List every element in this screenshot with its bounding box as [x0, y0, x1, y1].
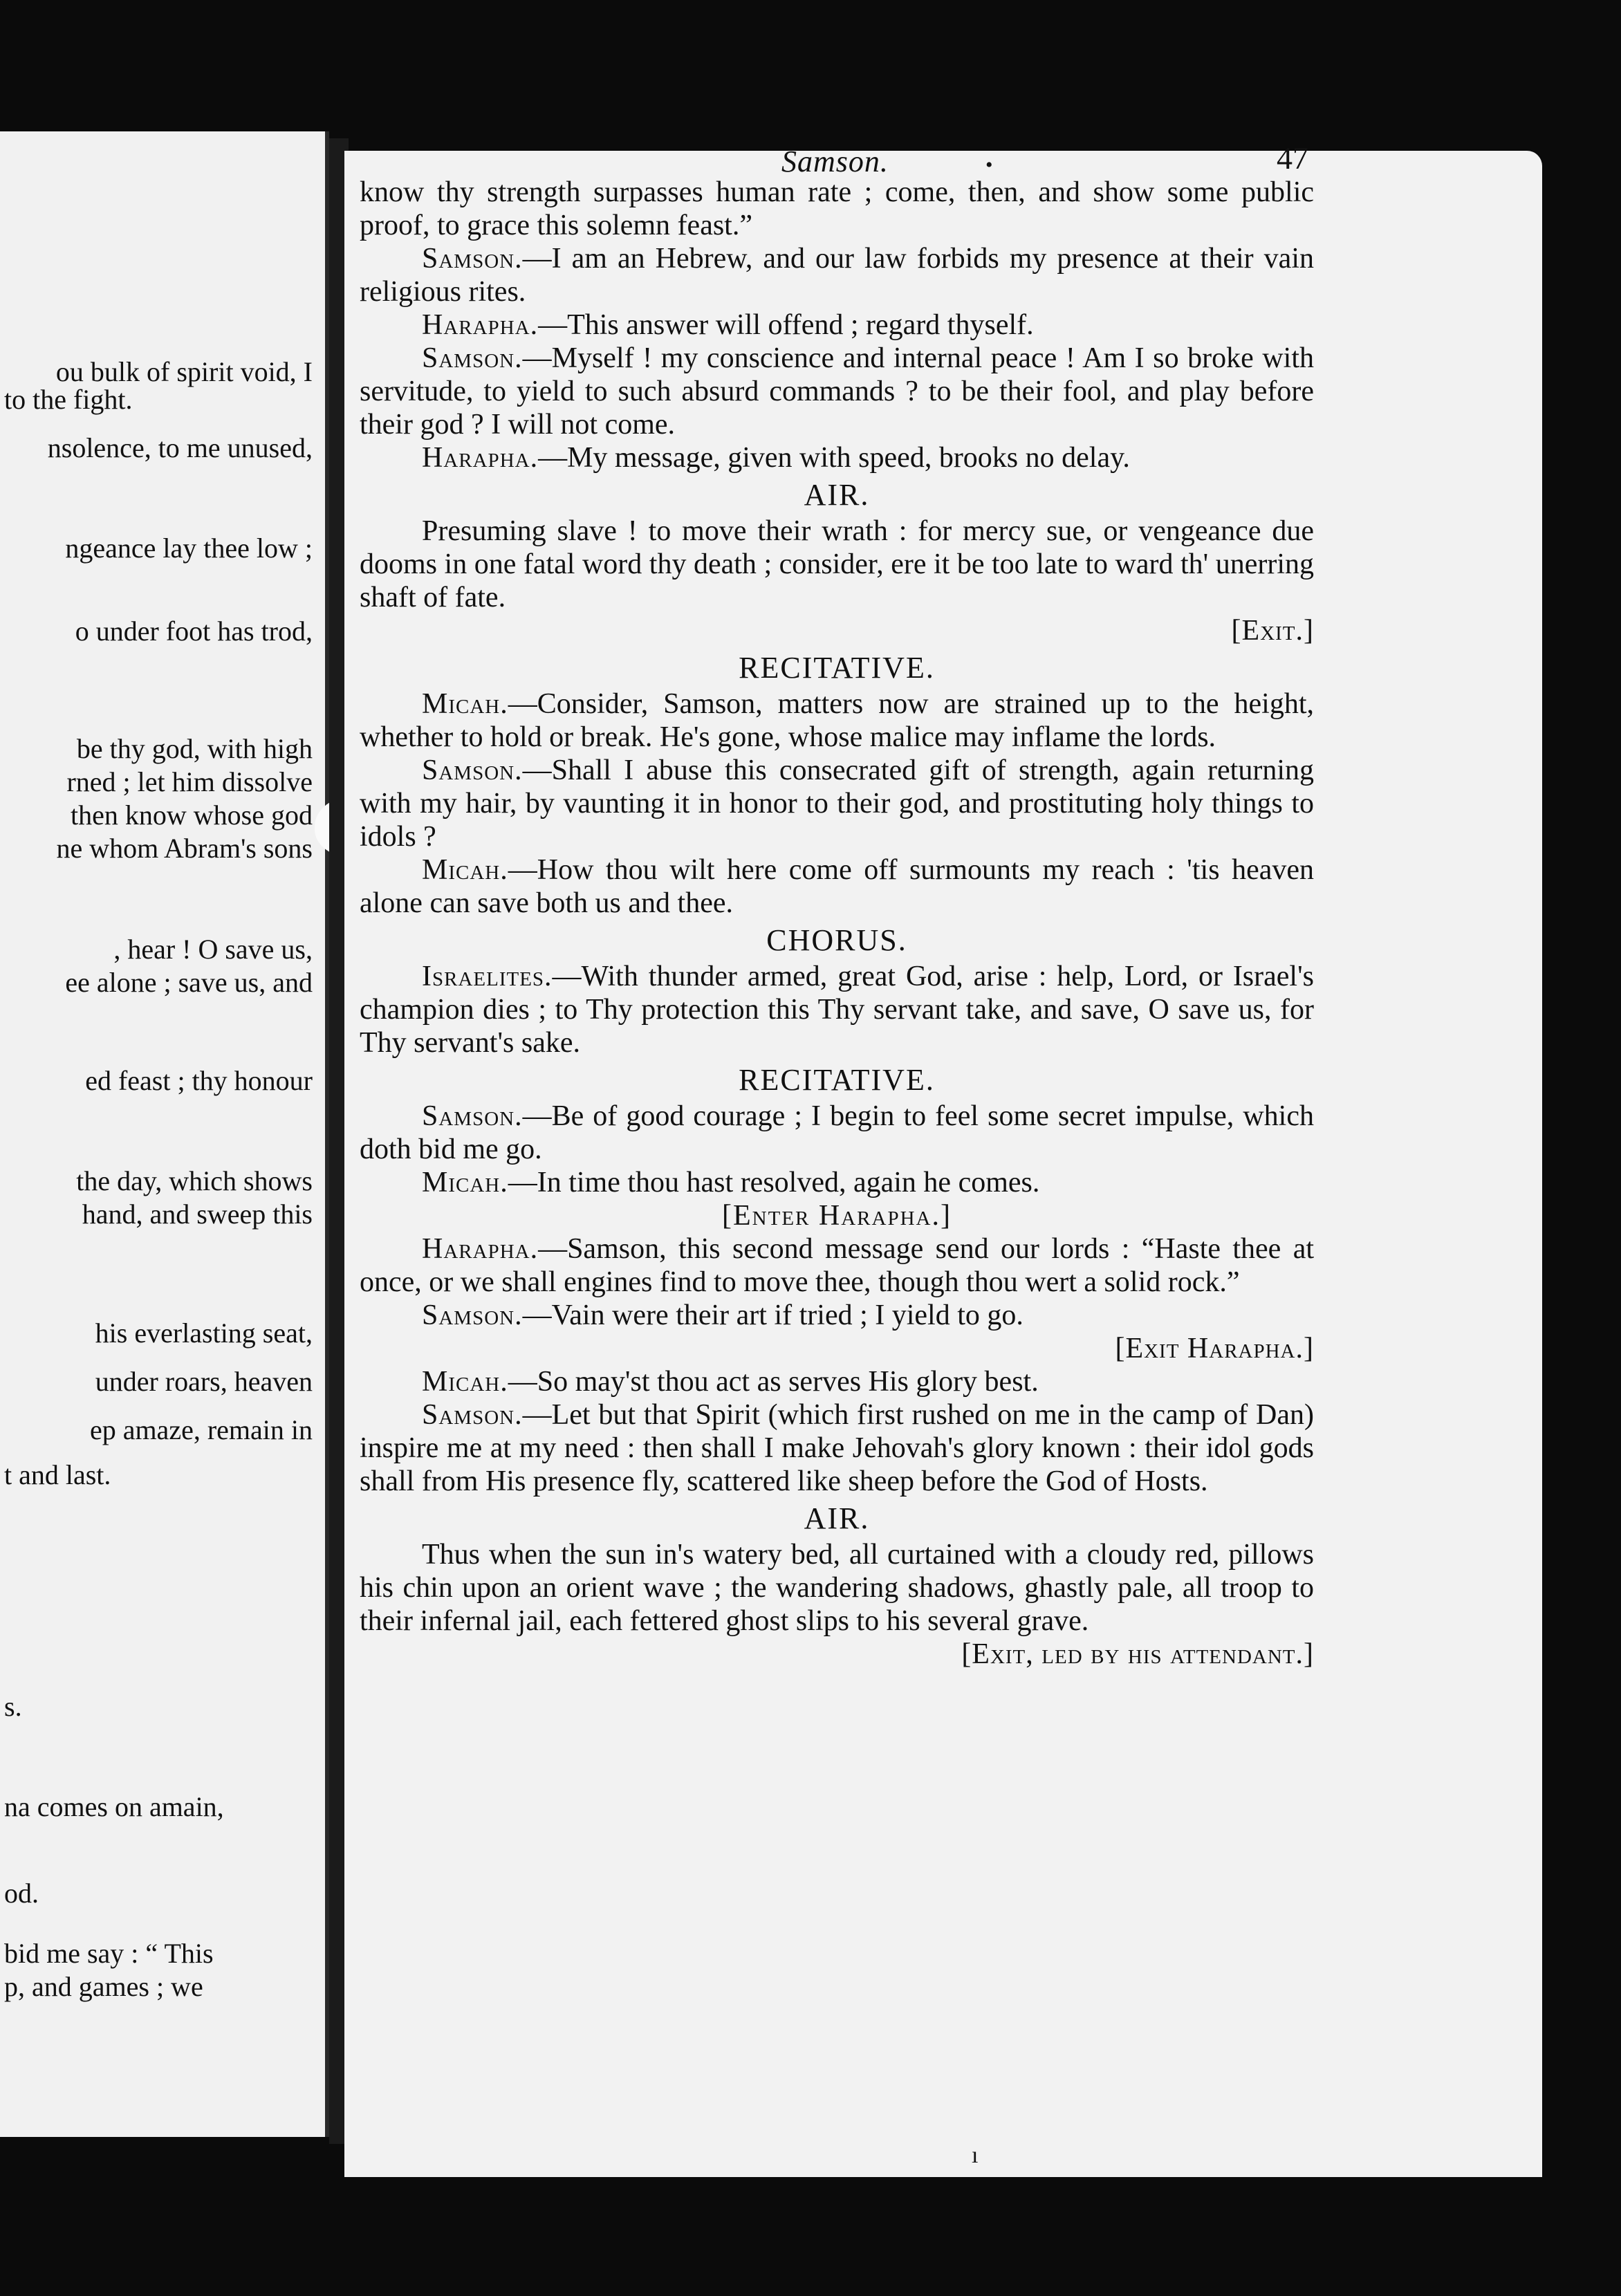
stage-direction: [Enter Harapha.]: [722, 1200, 952, 1232]
left-page-line: ep amaze, remain in: [89, 1414, 313, 1445]
stage-direction: [Exit, led by his attendant.]: [961, 1638, 1314, 1670]
speech-text: —So may'st thou act as serves His glory best.: [508, 1366, 1039, 1398]
left-page-line: ou bulk of spirit void, I: [55, 356, 313, 387]
speech-text: —Vain were their art if tried ; I yield to go.: [522, 1299, 1023, 1331]
dialogue-paragraph: [360, 342, 1314, 441]
air-text: Presuming slave ! to move their wrath : for mercy sue, or vengeance due dooms in one fatal word thy death ; consider, ere it be too late to ward th' unerring shaft of fate.: [360, 515, 1314, 613]
left-page-line: hand, and sweep this: [82, 1198, 313, 1230]
speaker-name: Micah.: [422, 854, 508, 886]
speech-text: —My message, given with speed, brooks no delay.: [538, 442, 1130, 474]
speaker-name: Samson.: [422, 1399, 523, 1431]
left-page-line: under roars, heaven: [95, 1366, 313, 1397]
speech-text: —In time thou hast resolved, again he comes.: [508, 1167, 1040, 1198]
speaker-name: Samson.: [422, 1100, 523, 1132]
previous-page-fragment: [0, 131, 329, 2137]
speaker-name: Harapha.: [422, 1233, 539, 1265]
section-heading: RECITATIVE.: [739, 1063, 935, 1097]
left-page-line: to the fight.: [4, 384, 133, 415]
dialogue-paragraph: [360, 853, 1314, 920]
dialogue-paragraph: [360, 1365, 1314, 1398]
speech-text: —Be of good courage ; I begin to feel some secret impulse, which doth bid me go.: [360, 1100, 1314, 1165]
dialogue-paragraph: [360, 687, 1314, 754]
speaker-name: Harapha.: [422, 442, 539, 474]
speech-text: —Let but that Spirit (which first rushed on me in the camp of Dan) inspire me at my need : then shall I make Jehovah's glory known : their idol gods shall from His presence fly, scattered like sheep before the God of Hosts.: [360, 1399, 1314, 1497]
section-heading: CHORUS.: [766, 923, 907, 957]
left-page-line: nsolence, to me unused,: [47, 432, 313, 463]
speaker-name: Harapha.: [422, 309, 539, 341]
section-heading: AIR.: [804, 478, 870, 512]
speech-text: —I am an Hebrew, and our law forbids my presence at their vain religious rites.: [360, 243, 1314, 308]
left-page-line: then know whose god: [71, 799, 313, 831]
page-text: [360, 176, 1314, 1671]
left-page-line: ne whom Abram's sons: [56, 833, 313, 864]
stage-direction: [Exit Harapha.]: [1115, 1333, 1314, 1364]
left-page-line: ngeance lay thee low ;: [65, 533, 313, 564]
dialogue-paragraph: [360, 1166, 1314, 1199]
speaker-name: Micah.: [422, 1366, 508, 1398]
dialogue-paragraph: [360, 754, 1314, 853]
section-heading: RECITATIVE.: [739, 651, 935, 685]
speaker-name: Samson.: [422, 754, 523, 786]
paragraph: know thy strength surpasses human rate ; come, then, and show some public proof, to grace this solemn feast.”: [360, 176, 1314, 241]
dialogue-paragraph: [360, 308, 1314, 342]
speech-text: —Shall I abuse this consecrated gift of strength, again returning with my hair, by vaunting it in honor to their god, and prostituting holy things to idols ?: [360, 754, 1314, 853]
speaker-name: Samson.: [422, 243, 523, 275]
left-page-line: be thy god, with high: [76, 733, 313, 764]
left-page-line: bid me say : “ This: [4, 1938, 214, 1969]
speech-text: —How thou wilt here come off surmounts my reach : 'tis heaven alone can save both us and thee.: [360, 854, 1314, 919]
left-page-line: od.: [4, 1878, 39, 1909]
left-page-line: his everlasting seat,: [95, 1317, 313, 1349]
dialogue-paragraph: [360, 960, 1314, 1059]
speech-text: —With thunder armed, great God, arise : help, Lord, or Israel's champion dies ; to Thy protection this Thy servant take, and save, O save us, for Thy servant's sake.: [360, 961, 1314, 1059]
left-page-line: ed feast ; thy honour: [85, 1065, 313, 1096]
left-page-line: s.: [4, 1691, 22, 1722]
speech-text: —Myself ! my conscience and internal peace ! Am I so broke with servitude, to yield to such absurd commands ? to be their fool, and play before their god ? I will not come.: [360, 342, 1314, 441]
dialogue-paragraph: [360, 1299, 1314, 1332]
dialogue-paragraph: [360, 242, 1314, 308]
print-dot: •: [985, 154, 993, 176]
section-heading: AIR.: [804, 1501, 870, 1535]
dialogue-paragraph: [360, 1232, 1314, 1299]
speech-text: —This answer will offend ; regard thyself.: [538, 309, 1034, 341]
left-page-line: o under foot has trod,: [75, 615, 313, 647]
left-page-line: p, and games ; we: [4, 1971, 203, 2002]
speaker-name: Samson.: [422, 1299, 523, 1331]
speaker-name: Micah.: [422, 1167, 508, 1198]
left-page-line: na comes on amain,: [4, 1791, 224, 1822]
dialogue-paragraph: [360, 441, 1314, 474]
left-page-line: , hear ! O save us,: [113, 934, 313, 965]
left-page-line: ee alone ; save us, and: [65, 967, 313, 998]
stage-direction: [Exit.]: [1231, 615, 1314, 647]
dialogue-paragraph: [360, 1398, 1314, 1498]
air-text: Thus when the sun in's watery bed, all curtained with a cloudy red, pillows his chin upon an orient wave ; the wandering shadows, ghastly pale, all troop to their infernal jail, each fettered ghost slips to his several grave.: [360, 1539, 1314, 1637]
speaker-name: Samson.: [422, 342, 523, 374]
dialogue-paragraph: [360, 1100, 1314, 1166]
left-page-line: rned ; let him dissolve: [66, 766, 313, 797]
speech-text: —Consider, Samson, matters now are strained up to the height, whether to hold or break. He's gone, whose malice may inflame the lords.: [360, 688, 1314, 753]
speaker-name: Israelites.: [422, 961, 553, 992]
speaker-name: Micah.: [422, 688, 508, 720]
left-page-line: the day, which shows: [76, 1165, 313, 1196]
running-title: Samson.: [781, 145, 889, 178]
page-number: 47: [1277, 140, 1308, 176]
print-mark: ı: [972, 2142, 979, 2168]
speech-text: —Samson, this second message send our lords : “Haste thee at once, or we shall engines find to move thee, though thou wert a solid rock.”: [360, 1233, 1314, 1298]
left-page-line: t and last.: [4, 1459, 111, 1490]
